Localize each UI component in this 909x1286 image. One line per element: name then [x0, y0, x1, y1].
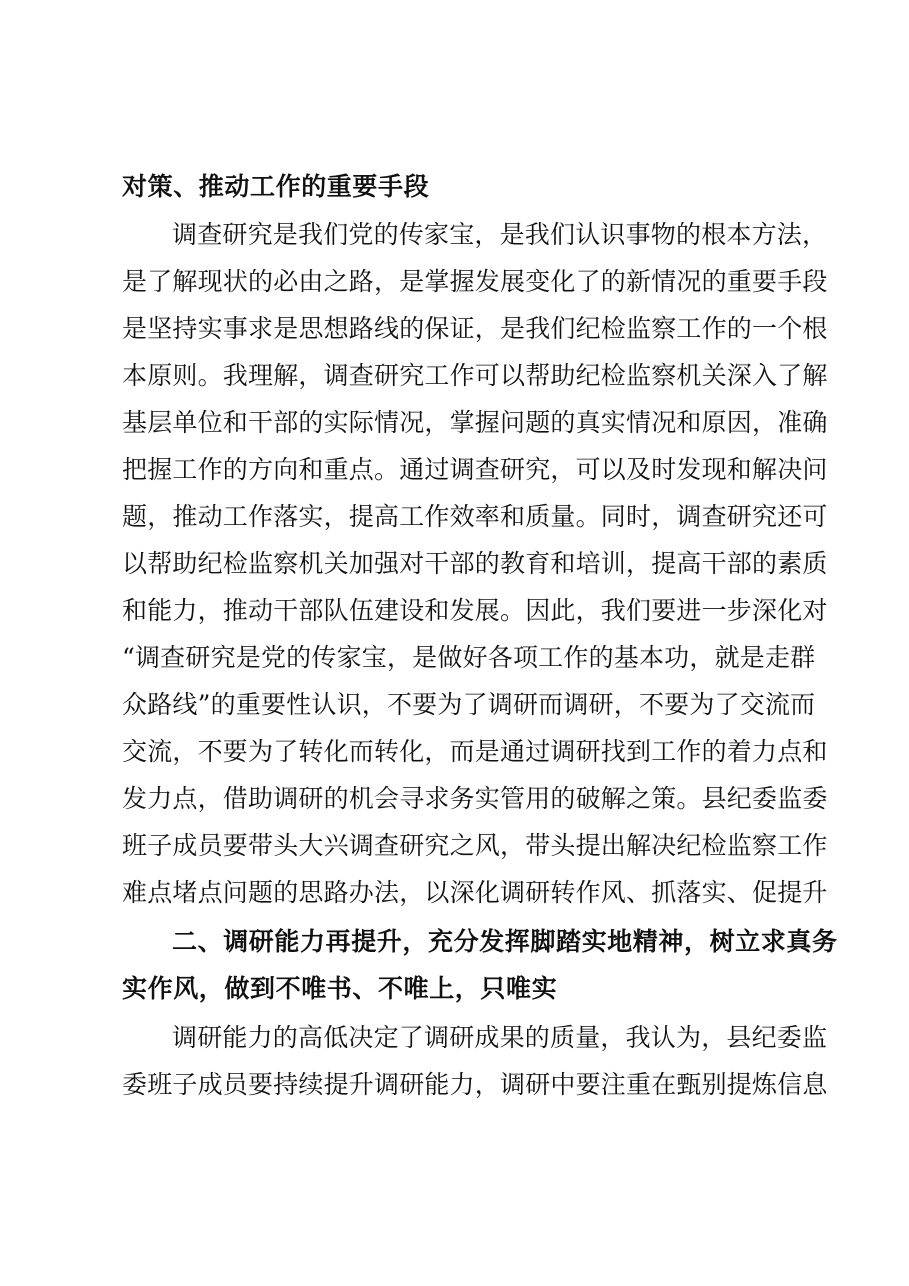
text-line: 交流，不要为了转化而转化，而是通过调研找到工作的着力点和 [122, 737, 828, 766]
text-line: 和能力，推动干部队伍建设和发展。因此，我们要进一步深化对 [122, 596, 828, 625]
text-line: 把握工作的方向和重点。通过调查研究，可以及时发现和解决问 [122, 455, 828, 484]
text-line: 对策、推动工作的重要手段 [122, 172, 430, 201]
text-line: 调研能力的高低决定了调研成果的质量，我认为，县纪委监 [172, 1023, 828, 1052]
text-line: 是坚持实事求是思想路线的保证，是我们纪检监察工作的一个根 [122, 314, 828, 343]
text-line: 基层单位和干部的实际情况，掌握问题的真实情况和原因，准确 [122, 408, 828, 437]
text-line: 难点堵点问题的思路办法，以深化调研转作风、抓落实、促提升 [122, 878, 828, 907]
text-line: 本原则。我理解，调查研究工作可以帮助纪检监察机关深入了解 [122, 361, 828, 390]
text-line: 以帮助纪检监察机关加强对干部的教育和培训，提高干部的素质 [122, 549, 828, 578]
text-line: 是了解现状的必由之路，是掌握发展变化了的新情况的重要手段 [122, 267, 828, 296]
section-heading-line: 实作风，做到不唯书、不唯上，只唯实 [122, 974, 558, 1003]
text-line: “调查研究是党的传家宝，是做好各项工作的基本功，就是走群 [122, 643, 816, 672]
text-line: 题，推动工作落实，提高工作效率和质量。同时，调查研究还可 [122, 502, 828, 531]
text-line: 调查研究是我们党的传家宝，是我们认识事物的根本方法， [172, 220, 828, 249]
text-line: 班子成员要带头大兴调查研究之风，带头提出解决纪检监察工作 [122, 831, 828, 860]
text-line: 委班子成员要持续提升调研能力，调研中要注重在甄别提炼信息 [122, 1070, 828, 1099]
text-line: 发力点，借助调研的机会寻求务实管用的破解之策。县纪委监委 [122, 784, 828, 813]
text-line: 众路线”的重要性认识，不要为了调研而调研，不要为了交流而 [122, 690, 816, 719]
section-heading-line: 二、调研能力再提升，充分发挥脚踏实地精神，树立求真务 [172, 927, 838, 956]
